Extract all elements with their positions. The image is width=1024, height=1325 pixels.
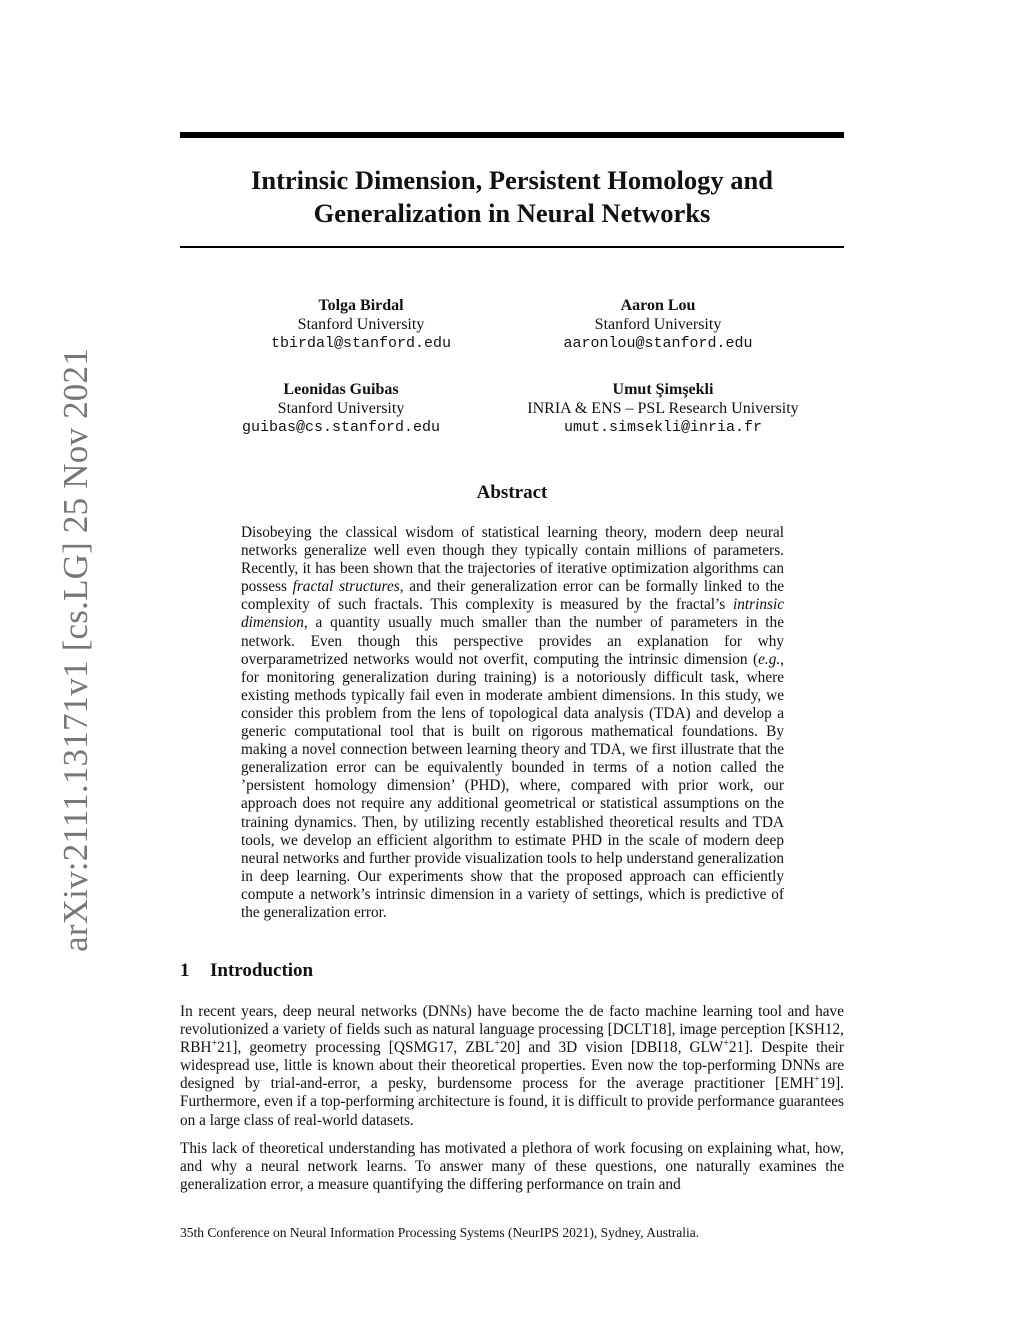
abstract-heading: Abstract — [476, 482, 548, 503]
introduction-paragraph-2: This lack of theoretical understanding has motivated a plethora of work focusing on explaining what, how, and why a neural network learns. To answer many of these questions, one naturally examines the generalization error, a measure quantifying the differing performance on train and — [180, 1140, 844, 1194]
paragraph-text: 20] and 3D vision [DBI18, GLW — [499, 1039, 724, 1057]
title-line-2: Generalization in Neural Networks — [313, 198, 711, 228]
paragraph-text: 19]. Furthermore, even if a top-performing architecture is found, it is difficult to provide performance guarantees on a large class of real-world datasets. — [180, 1075, 844, 1129]
author-block-1 — [200, 296, 522, 353]
author-name: Aaron Lou — [620, 297, 696, 314]
author-block-4 — [482, 380, 844, 437]
author-affiliation: Stanford University — [297, 316, 425, 333]
author-affiliation: INRIA & ENS – PSL Research University — [527, 400, 799, 417]
section-title: Introduction — [210, 960, 314, 981]
author-email: tbirdal@stanford.edu — [270, 335, 452, 352]
paragraph-text: 21]. Despite their widespread use, little is known about their theoretical properties. Even now the top-performing DNNs are designed by trial-and-error, a pesky, burdensome process for the average practitioner [EMH — [180, 1039, 845, 1093]
paragraph-text: 21], geometry processing [QSMG17, ZBL — [217, 1039, 495, 1057]
section-number: 1 — [180, 960, 190, 981]
title-line-1: Intrinsic Dimension, Persistent Homology and — [251, 165, 773, 195]
citation-superscript: + — [494, 1038, 500, 1050]
author-email: aaronlou@stanford.edu — [563, 335, 753, 352]
author-email: umut.simsekli@inria.fr — [563, 419, 763, 436]
author-affiliation: Stanford University — [594, 316, 722, 333]
paper-title — [180, 164, 844, 230]
section-heading-introduction — [180, 960, 313, 982]
abstract-emphasis: e.g. — [758, 650, 781, 668]
abstract-text: , and their generalization error can be formally linked to the complexity of such fractals. This complexity is measured by the fractal’s — [241, 578, 785, 614]
author-name: Tolga Birdal — [318, 297, 404, 314]
citation-superscript: + — [723, 1038, 729, 1050]
citation-superscript: + — [211, 1038, 218, 1050]
abstract-emphasis: fractal structures — [292, 578, 400, 596]
title-bottom-rule — [180, 246, 844, 248]
abstract-text: , a quantity usually much smaller than the number of parameters in the network. Even though this perspective provides an explanation for why overparametrized networks would not overfit, computing the intrinsic dimension ( — [241, 614, 784, 668]
title-top-rule — [180, 132, 844, 138]
author-block-3 — [180, 380, 502, 437]
conference-footnote: 35th Conference on Neural Information Processing Systems (NeurIPS 2021), Sydney, Australia. — [180, 1225, 700, 1240]
abstract-body — [241, 524, 784, 922]
abstract-text: , for monitoring generalization during training) is a notoriously difficult task, where existing methods typically fail even in moderate ambient dimensions. In this study, we consider this problem from the lens of topological data analysis (TDA) and develop a generic computational tool that is built on rigorous mathematical foundations. By making a novel connection between learning theory and TDA, we first illustrate that the generalization error can be equivalently bounded in terms of a notion called the ’persistent homology dimension’ (PHD), where, compared with prior work, our approach does not require any additional geometrical or statistical assumptions on the training dynamics. Then, by utilizing recently established theoretical results and TDA tools, we develop an efficient algorithm to estimate PHD in the scale of modern deep neural networks and further provide visualization tools to help understand generalization in deep learning. Our experiments show that the proposed approach can efficiently compute a network’s intrinsic dimension in a variety of settings, which is predictive of the generalization error. — [241, 650, 784, 921]
paragraph-text: In recent years, deep neural networks (DNNs) have become the de facto machine learning tool and have revolutionized a variety of fields such as natural language processing [DCLT18], image perception [KSH12, RBH — [180, 1003, 844, 1057]
author-affiliation: Stanford University — [277, 400, 405, 417]
author-name: Umut Şimşekli — [612, 381, 714, 398]
author-block-2 — [497, 296, 819, 353]
citation-superscript: + — [814, 1074, 820, 1086]
abstract-emphasis: intrinsic dimension — [241, 596, 784, 632]
arxiv-identifier-stamp: arXiv:2111.13171v1 [cs.LG] 25 Nov 2021 — [56, 348, 95, 952]
introduction-paragraph-1 — [180, 1003, 844, 1130]
abstract-text: Disobeying the classical wisdom of statistical learning theory, modern deep neural networks generalize well even though they typically contain millions of parameters. Recently, it has been shown that the trajectories of iterative optimization algorithms can possess — [241, 524, 784, 596]
author-email: guibas@cs.stanford.edu — [241, 419, 441, 436]
author-name: Leonidas Guibas — [283, 381, 399, 398]
